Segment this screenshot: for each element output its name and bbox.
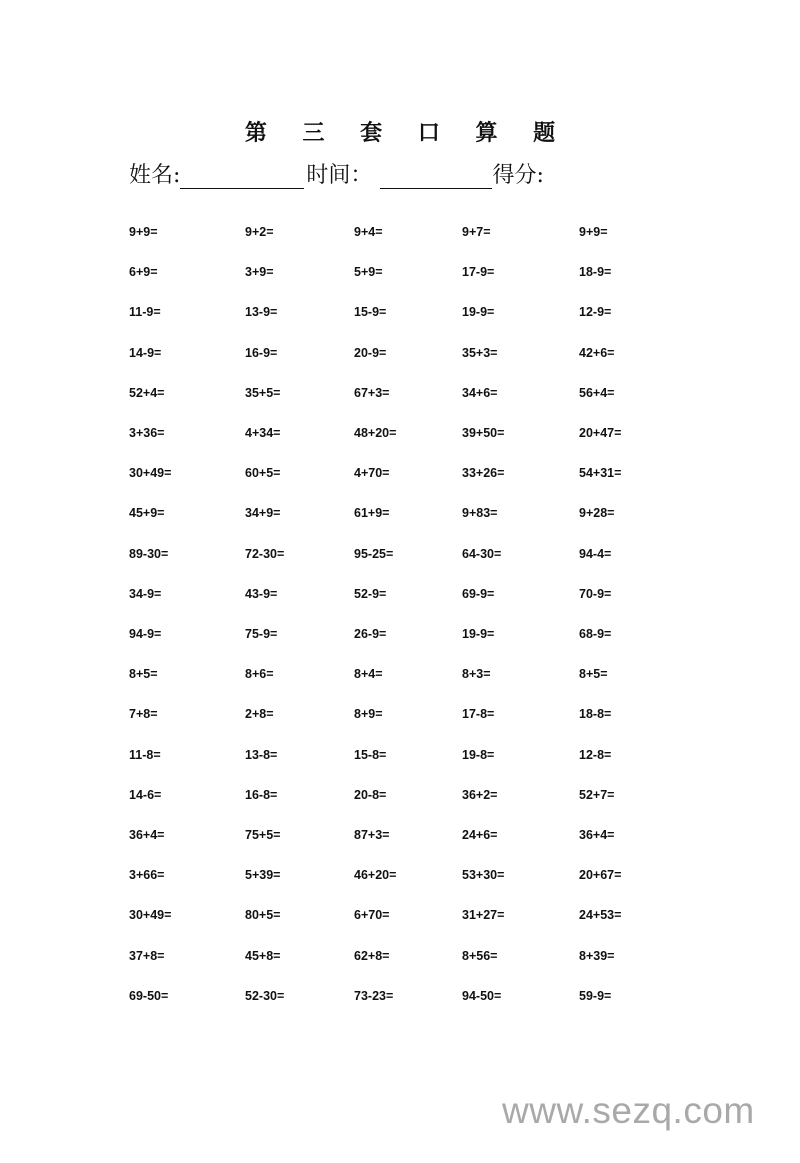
problem-item: 8+5= [129,667,158,682]
problem-item: 4+70= [354,466,390,481]
problem-item: 17-8= [462,707,495,722]
worksheet-title: 第 三 套 口 算 题 [244,120,570,146]
watermark: www.sezq.com [502,1090,755,1131]
problem-item: 13-8= [245,747,278,762]
problem-item: 35+5= [245,385,281,400]
problem-item: 9+28= [579,506,615,521]
problem-item: 70-9= [579,586,612,601]
problem-item: 6+9= [129,265,158,280]
problem-item: 35+3= [462,345,498,360]
problem-item: 61+9= [354,506,390,521]
problem-item: 31+27= [462,908,505,923]
problem-item: 8+6= [245,667,274,682]
problem-item: 8+5= [579,667,608,682]
problem-item: 24+53= [579,908,622,923]
problem-item: 18-8= [579,707,612,722]
problem-item: 3+66= [129,868,165,883]
problem-item: 56+4= [579,385,615,400]
problem-item: 36+4= [579,828,615,842]
problem-item: 19-9= [462,627,495,641]
problem-item: 14-6= [129,787,162,802]
problem-item: 16-8= [245,787,278,802]
problem-item: 9+4= [354,225,383,239]
problem-item: 6+70= [354,908,390,923]
problem-item: 89-30= [129,546,169,561]
problem-item: 18-9= [579,265,612,280]
problem-item: 34+6= [462,385,498,400]
problem-item: 54+31= [579,466,622,481]
problem-item: 9+9= [129,225,158,239]
problem-item: 20+67= [579,868,622,883]
problem-item: 14-9= [129,345,162,360]
problem-item: 8+3= [462,667,491,682]
problem-item: 9+2= [245,225,274,239]
problem-item: 73-23= [354,988,394,1003]
problem-item: 45+8= [245,948,281,963]
problem-item: 48+20= [354,426,397,440]
problem-item: 3+9= [245,265,274,280]
problem-item: 94-9= [129,627,162,641]
problem-item: 52+7= [579,787,615,802]
problem-item: 11-8= [129,747,161,762]
problem-item: 72-30= [245,546,285,561]
problem-item: 5+9= [354,265,383,280]
problem-item: 36+2= [462,787,498,802]
score-label: 得分: [492,163,544,188]
problem-item: 9+7= [462,225,491,239]
problem-item: 67+3= [354,385,390,400]
problem-item: 52-9= [354,586,387,601]
problem-item: 94-4= [579,546,612,561]
problem-item: 45+9= [129,506,165,521]
name-label: 姓名: [129,163,181,188]
problem-item: 2+8= [245,707,274,722]
problem-item: 62+8= [354,948,390,963]
problem-item: 80+5= [245,908,281,923]
problem-item: 69-9= [462,586,495,601]
problem-item: 12-9= [579,305,612,320]
problem-item: 24+6= [462,828,498,842]
problem-item: 3+36= [129,426,165,440]
problem-item: 8+9= [354,707,383,722]
problem-item: 16-9= [245,345,278,360]
problem-item: 8+4= [354,667,383,682]
problem-item: 75+5= [245,828,281,842]
name-blank[interactable] [180,164,304,189]
problem-item: 30+49= [129,908,172,923]
problem-item: 8+56= [462,948,498,963]
problem-item: 20+47= [579,426,622,440]
problem-item: 30+49= [129,466,172,481]
problem-item: 5+39= [245,868,281,883]
problem-item: 33+26= [462,466,505,481]
problem-item: 15-9= [354,305,387,320]
problem-item: 19-8= [462,747,495,762]
problem-item: 34-9= [129,586,162,601]
problem-item: 64-30= [462,546,502,561]
problem-item: 52-30= [245,988,285,1003]
time-blank[interactable] [380,164,492,189]
problem-item: 15-8= [354,747,387,762]
problem-item: 46+20= [354,868,397,883]
time-label: 时间： [306,163,373,188]
problem-item: 52+4= [129,385,165,400]
problem-item: 34+9= [245,506,281,521]
problem-item: 13-9= [245,305,278,320]
problem-item: 12-8= [579,747,612,762]
problem-item: 20-8= [354,787,387,802]
problem-item: 69-50= [129,988,169,1003]
problem-item: 19-9= [462,305,495,320]
problem-item: 20-9= [354,345,387,360]
problem-item: 4+34= [245,426,281,440]
problem-item: 59-9= [579,988,612,1003]
student-info-line [129,158,544,189]
problem-item: 68-9= [579,627,612,641]
problem-item: 36+4= [129,828,165,842]
problem-item: 39+50= [462,426,505,440]
problem-item: 37+8= [129,948,165,963]
problem-item: 75-9= [245,627,278,641]
problem-item: 11-9= [129,305,161,320]
problem-item: 8+39= [579,948,615,963]
problem-item: 7+8= [129,707,158,722]
problem-item: 87+3= [354,828,390,842]
problem-item: 26-9= [354,627,387,641]
problem-item: 9+83= [462,506,498,521]
problem-item: 94-50= [462,988,502,1003]
problem-item: 9+9= [579,225,608,239]
problem-item: 17-9= [462,265,495,280]
problem-item: 53+30= [462,868,505,883]
problem-item: 43-9= [245,586,278,601]
problem-item: 60+5= [245,466,281,481]
problem-item: 95-25= [354,546,394,561]
problem-item: 42+6= [579,345,615,360]
